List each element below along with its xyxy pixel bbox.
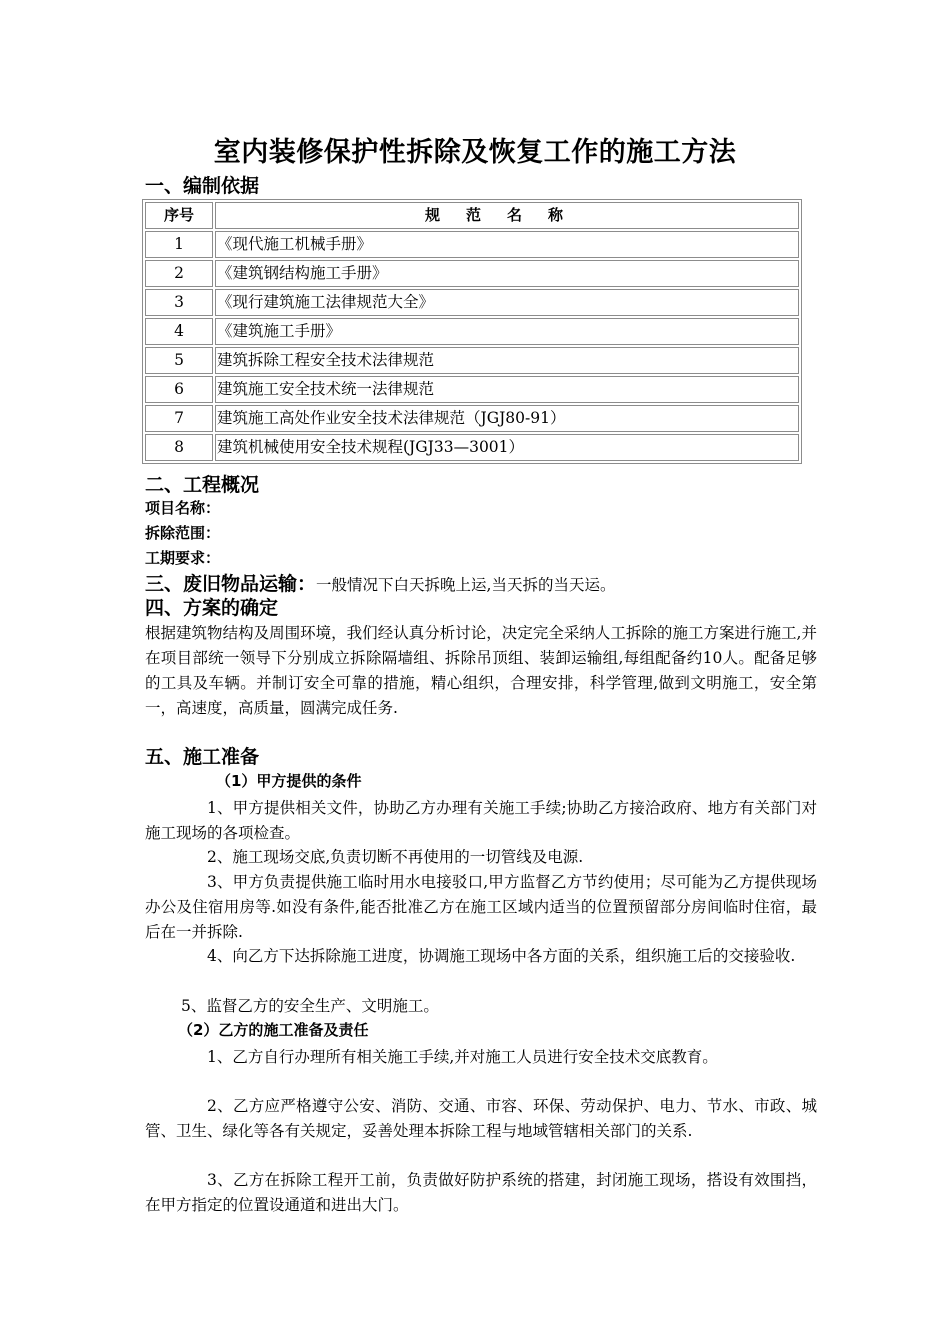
section-heading-overview: 二、工程概况: [145, 474, 260, 496]
subsection-heading-party-b: （2）乙方的施工准备及责任: [178, 1021, 369, 1039]
table-row: [145, 376, 799, 403]
row-no: 3: [145, 289, 213, 316]
party-a-item-2: 2、施工现场交底,负责切断不再使用的一切管线及电源.: [207, 848, 584, 866]
document-title: 室内装修保护性拆除及恢复工作的施工方法: [213, 137, 737, 168]
header-name: 规范名称: [215, 202, 799, 229]
project-name-label: 项目名称：: [145, 499, 221, 517]
section-heading-transport: 三、废旧物品运输：: [145, 573, 317, 595]
transport-text: 一般情况下白天拆晚上运,当天拆的当天运。: [316, 576, 616, 594]
row-no: 8: [145, 434, 213, 461]
row-name: 《建筑施工手册》: [215, 318, 799, 345]
table-row: [145, 318, 799, 345]
table-row: [145, 260, 799, 287]
party-b-item-1: 1、乙方自行办理所有相关施工手续,并对施工人员进行安全技术交底教育。: [207, 1048, 718, 1066]
subsection-heading-party-a: （1）甲方提供的条件: [216, 772, 362, 790]
party-a-item-4: 4、向乙方下达拆除施工进度，协调施工现场中各方面的关系，组织施工后的交接验收.: [207, 947, 796, 965]
row-name: 《建筑钢结构施工手册》: [215, 260, 799, 287]
party-a-item-5: 5、监督乙方的安全生产、文明施工。: [181, 997, 439, 1015]
schedule-label: 工期要求：: [145, 549, 221, 567]
table-row: [145, 434, 799, 461]
spec-table: [142, 199, 802, 464]
plan-paragraph: 根据建筑物结构及周围环境，我们经认真分析讨论，决定完全采纳人工拆除的施工方案进行施工,并在项目部统一领导下分别成立拆除隔墙组、拆除吊顶组、装卸运输组,每组配备约10人。配备足够的工具及车辆。并制订安全可靠的措施，精心组织，合理安排，科学管理,做到文明施工，安全第一，高速度，高质量，圆满完成任务.: [145, 624, 817, 717]
header-no: 序号: [145, 202, 213, 229]
party-a-item-3: 3、甲方负责提供施工临时用水电接驳口,甲方监督乙方节约使用；尽可能为乙方提供现场办公及住宿用房等.如没有条件,能否批准乙方在施工区域内适当的位置预留部分房间临时住宿，最后在一并拆除.: [145, 873, 817, 941]
row-name: 《现代施工机械手册》: [215, 231, 799, 258]
row-no: 6: [145, 376, 213, 403]
section-heading-plan: 四、方案的确定: [145, 597, 279, 619]
party-b-item-3: 3、乙方在拆除工程开工前，负责做好防护系统的搭建，封闭施工现场，搭设有效围挡，在甲方指定的位置设通道和进出大门。: [145, 1171, 817, 1214]
party-b-item-2: 2、乙方应严格遵守公安、消防、交通、市容、环保、劳动保护、电力、节水、市政、城管、卫生、绿化等各有关规定，妥善处理本拆除工程与地域管辖相关部门的关系.: [145, 1097, 817, 1140]
table-row: [145, 347, 799, 374]
row-no: 5: [145, 347, 213, 374]
row-no: 1: [145, 231, 213, 258]
section-heading-basis: 一、编制依据: [145, 175, 260, 197]
scope-label: 拆除范围：: [145, 524, 221, 542]
row-name: 建筑机械使用安全技术规程(JGJ33—3001）: [215, 434, 799, 461]
table-header-row: [145, 202, 799, 229]
row-no: 7: [145, 405, 213, 432]
section-transport: [145, 572, 615, 597]
section-heading-preparation: 五、施工准备: [145, 746, 260, 768]
table-row: [145, 289, 799, 316]
row-name: 《现行建筑施工法律规范大全》: [215, 289, 799, 316]
table-row: [145, 405, 799, 432]
row-no: 2: [145, 260, 213, 287]
row-name: 建筑施工高处作业安全技术法律规范（JGJ80-91）: [215, 405, 799, 432]
party-a-item-1: 1、甲方提供相关文件，协助乙方办理有关施工手续;协助乙方接洽政府、地方有关部门对施工现场的各项检查。: [145, 799, 817, 842]
row-name: 建筑拆除工程安全技术法律规范: [215, 347, 799, 374]
row-name: 建筑施工安全技术统一法律规范: [215, 376, 799, 403]
row-no: 4: [145, 318, 213, 345]
table-row: [145, 231, 799, 258]
